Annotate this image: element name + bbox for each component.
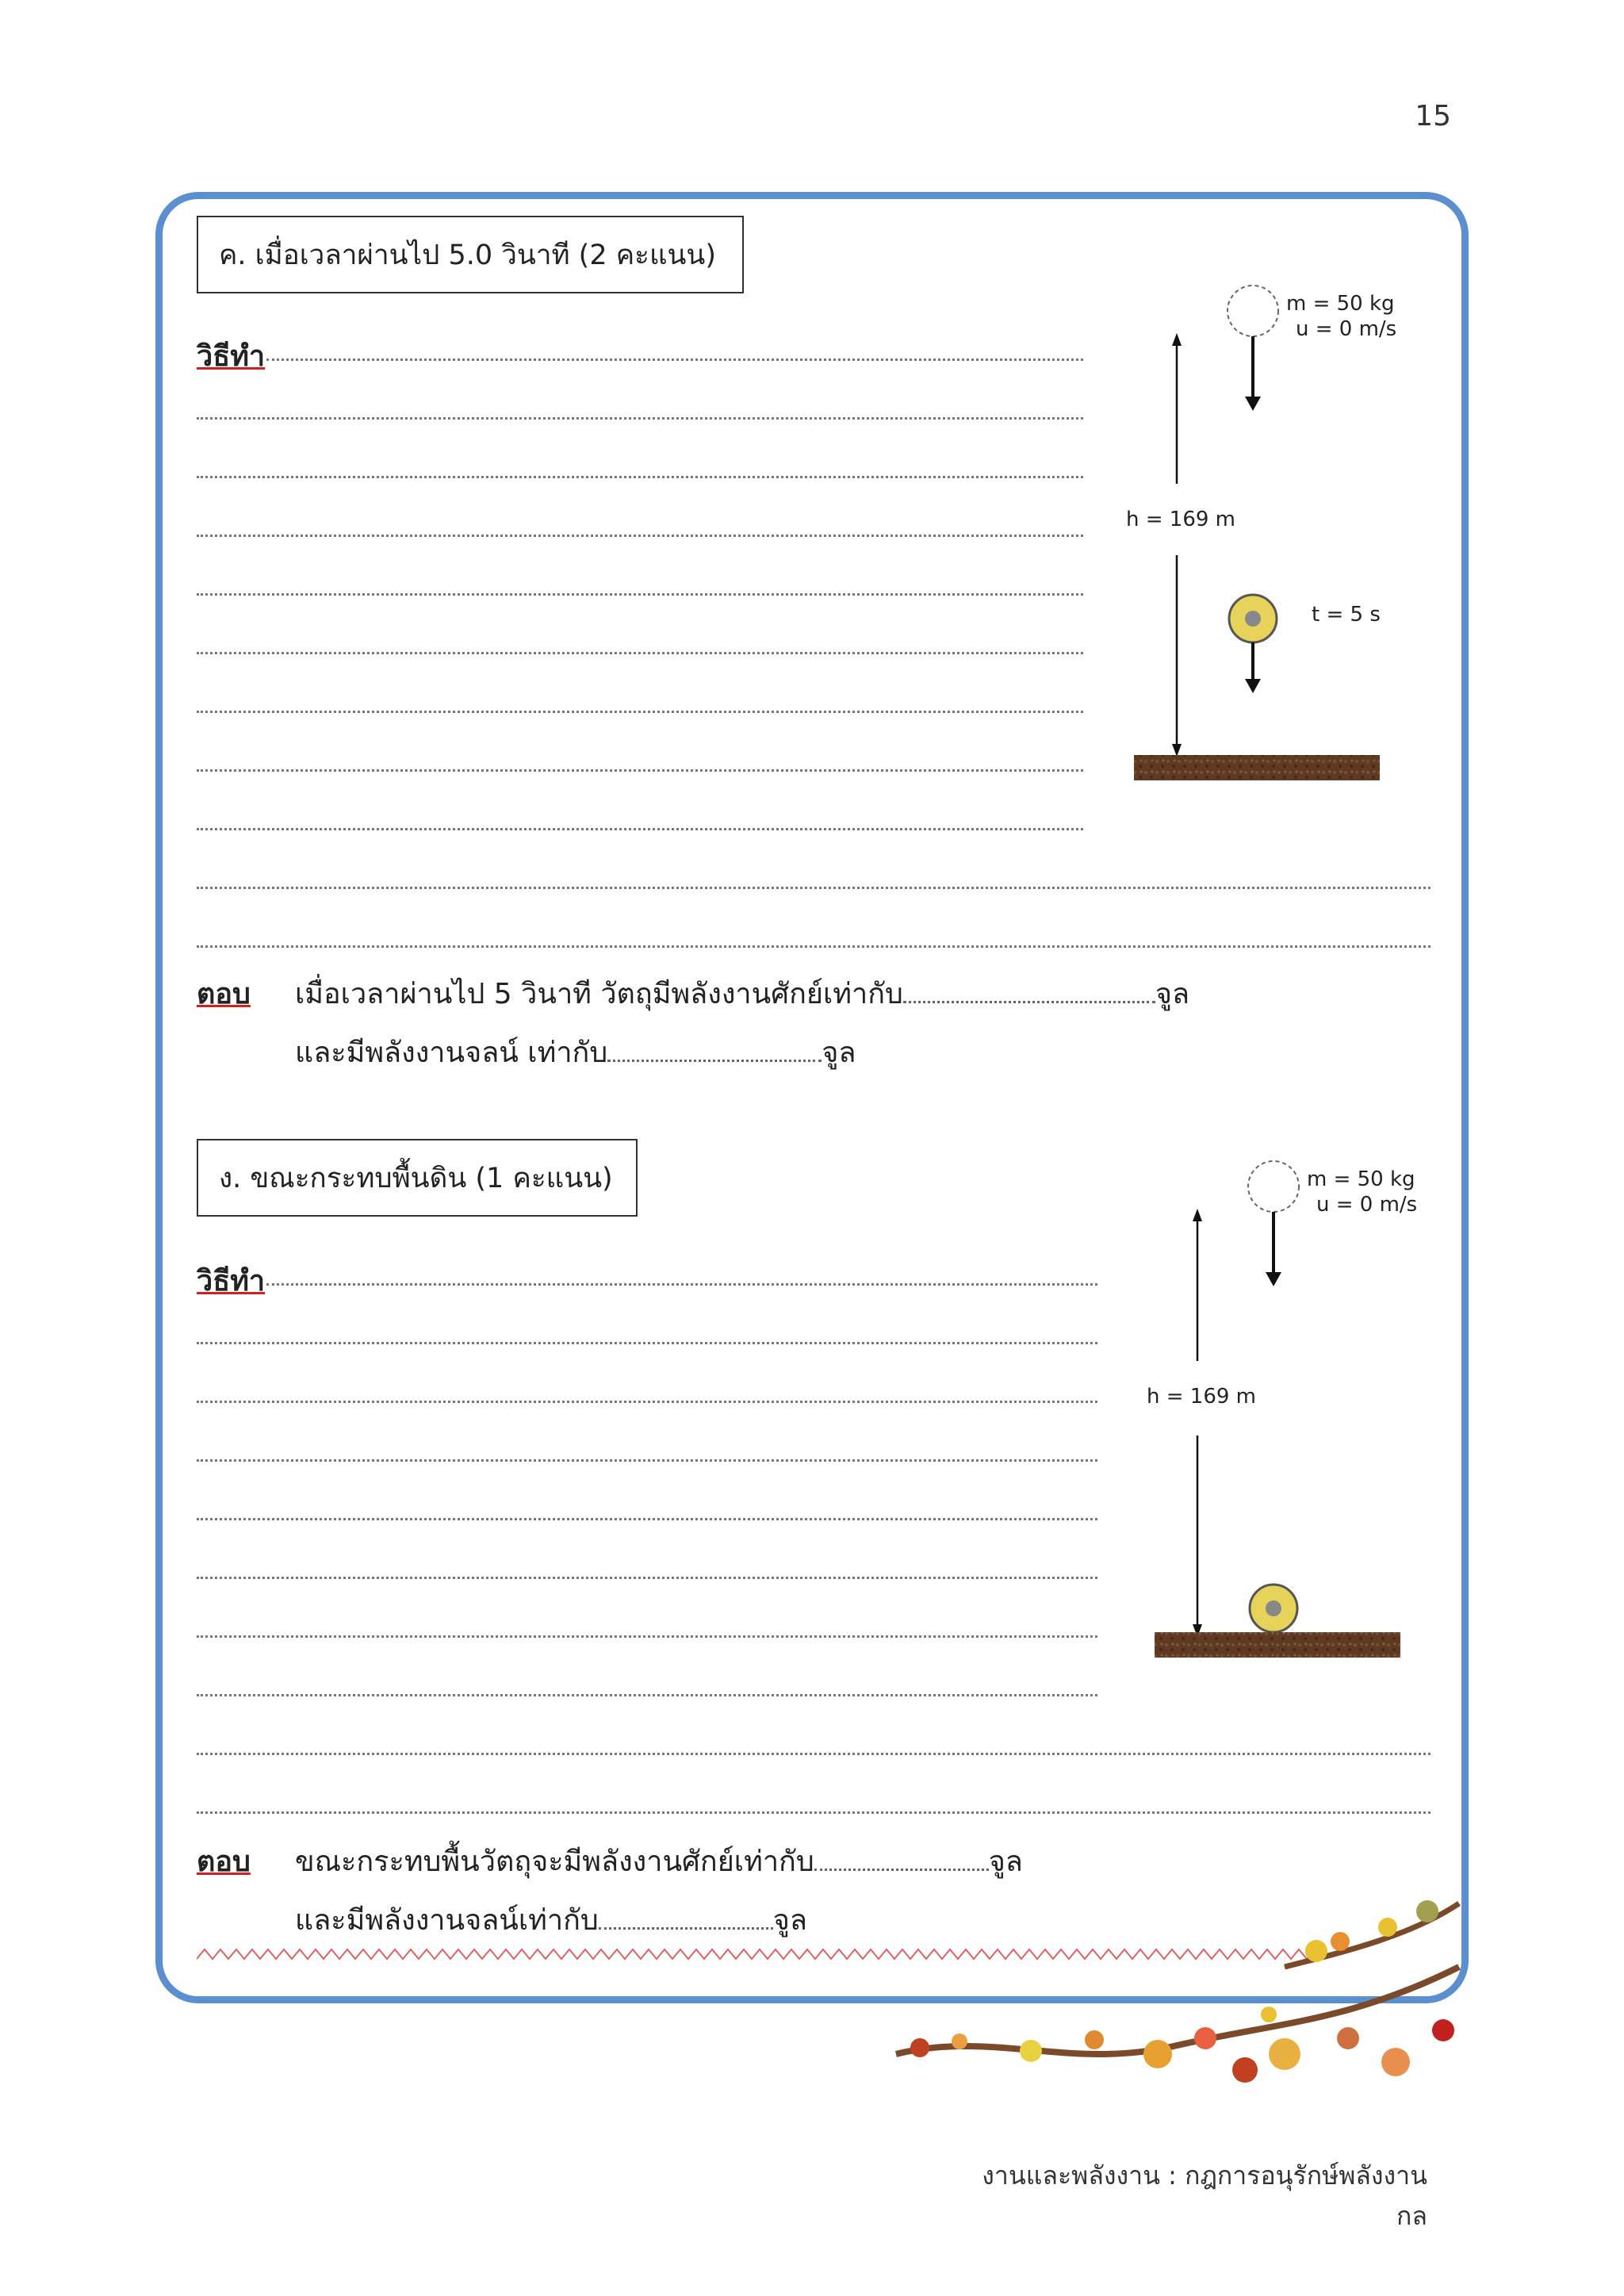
work-line[interactable]: [197, 476, 1083, 478]
work-line[interactable]: [197, 1694, 1097, 1696]
work-line[interactable]: [197, 1577, 1097, 1579]
work-line[interactable]: [197, 769, 1083, 772]
work-line[interactable]: [197, 945, 1431, 948]
part-d-work-label: วิธีทำ: [197, 1265, 266, 1297]
part-c-ke-unit: จูล: [822, 1037, 856, 1069]
part-c-work-label: วิธีทำ: [197, 340, 266, 373]
work-line[interactable]: [266, 1283, 1097, 1286]
part-d-ke-blank[interactable]: [599, 1921, 773, 1930]
part-d-pe-blank[interactable]: [814, 1862, 989, 1871]
part-c-title: ค. เมื่อเวลาผ่านไป 5.0 วินาที (2 คะแนน): [197, 216, 744, 293]
part-c-answer-label: ตอบ: [197, 978, 251, 1010]
work-line[interactable]: [197, 1342, 1097, 1344]
part-c-pe-blank[interactable]: [903, 995, 1155, 1003]
work-line[interactable]: [197, 1401, 1097, 1403]
floral-decoration-icon: [872, 1872, 1475, 2110]
work-line[interactable]: [197, 1635, 1097, 1638]
part-d-answer-pe-text: ขณะกระทบพื้นวัตถุจะมีพลังงานศักย์เท่ากับ: [295, 1846, 814, 1878]
part-c-height-label: h = 169 m: [1126, 508, 1236, 531]
work-line[interactable]: [197, 535, 1083, 537]
work-line[interactable]: [197, 1811, 1431, 1814]
ground-icon: [1134, 755, 1380, 780]
initial-ball-icon: [1248, 1161, 1299, 1212]
work-line[interactable]: [197, 828, 1083, 830]
part-c-answer-ke-text: และมีพลังงานจลน์ เท่ากับ: [295, 1037, 608, 1069]
part-d-pe-unit: จูล: [988, 1846, 1023, 1878]
part-c-answer-pe-text: เมื่อเวลาผ่านไป 5 วินาที วัตถุมีพลังงานศักย์เท่ากับ: [295, 978, 903, 1010]
part-d-answer-ke: [295, 1897, 807, 1942]
part-d-ke-unit: จูล: [772, 1904, 807, 1937]
part-c-ke-blank[interactable]: [607, 1053, 822, 1062]
work-line[interactable]: [266, 358, 1083, 361]
part-d-mass-label: m = 50 kg: [1307, 1167, 1415, 1191]
part-c-velocity-label: u = 0 m/s: [1296, 317, 1397, 341]
part-d-velocity-label: u = 0 m/s: [1316, 1193, 1418, 1217]
work-line[interactable]: [197, 417, 1083, 420]
work-line[interactable]: [197, 593, 1083, 596]
part-d-answer-label: ตอบ: [197, 1846, 251, 1878]
part-d-answer-ke-text: และมีพลังงานจลน์เท่ากับ: [295, 1904, 599, 1937]
part-c-pe-unit: จูล: [1155, 978, 1190, 1010]
part-c-answer-pe: [295, 971, 1189, 1016]
work-line[interactable]: [197, 887, 1431, 889]
part-c-time-label: t = 5 s: [1312, 603, 1381, 627]
part-d-title: ง. ขณะกระทบพื้นดิน (1 คะแนน): [197, 1139, 638, 1217]
part-c-answer-ke: [295, 1029, 856, 1075]
ground-icon: [1155, 1632, 1400, 1658]
work-line[interactable]: [197, 1518, 1097, 1520]
part-c-mass-label: m = 50 kg: [1286, 292, 1395, 316]
initial-ball-icon: [1228, 286, 1278, 336]
work-line[interactable]: [197, 1753, 1431, 1755]
footer: งานและพลังงาน : กฎการอนุรักษ์พลังงานกล: [982, 2160, 1427, 2231]
part-c-diagram: [1110, 270, 1443, 793]
work-line[interactable]: [197, 711, 1083, 713]
part-d-height-label: h = 169 m: [1147, 1385, 1257, 1409]
work-line[interactable]: [197, 652, 1083, 654]
work-line[interactable]: [197, 1459, 1097, 1462]
page-number: 15: [1415, 100, 1451, 132]
